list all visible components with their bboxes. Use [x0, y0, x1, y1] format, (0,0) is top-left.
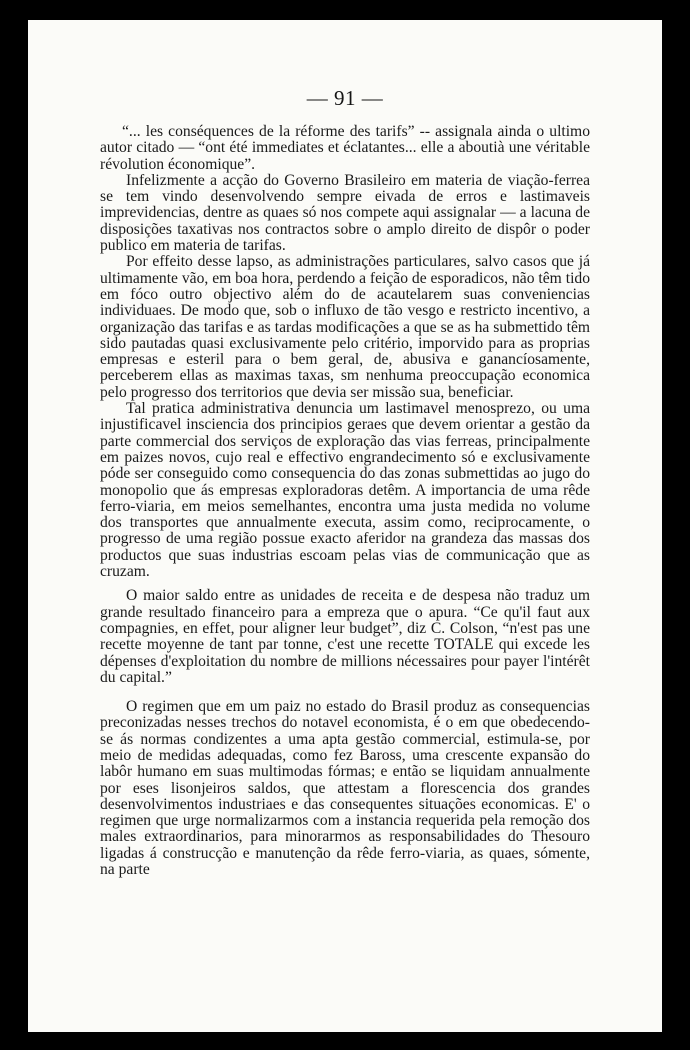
document-page: [28, 20, 662, 1032]
paragraph-administracoes-particulares: Por effeito desse lapso, as administrações particulares, salvo casos que já ultimamente vão, em boa hora, perdendo a feição de esporadicos, não têm tido em fóco outro objectivo além do de acautelarem suas conveniencias individuaes. De modo que, sob o influxo de tão vesgo e restricto incentivo, a organização das tarifas e as tardas modificações a que se as ha submettido têm sido pautadas quasi exclusivamente pelo critério, imporvido para as proprias empresas e esteril para o bem geral, de, abusiva e ganancíosamente, perceberem ellas as maximas taxas, sm nenhuma preoccupação economica pelo progresso dos territorios que devia ser missão sua, beneficiar.: [100, 253, 590, 401]
page-number: — 91 —: [306, 86, 384, 110]
paragraph-quote-reforme: “... les conséquences de la réforme des tarifs” -- assignala ainda o ultimo autor citado — “ont été immediates et éclatantes... elle a aboutià une véritable révolution économique”.: [100, 123, 590, 173]
paragraph-regimen: O regimen que em um paiz no estado do Brasil produz as consequencias preconizadas nesses trechos do notavel economista, é o em que obedecendo-se ás normas condizentes a uma apta gestão commercial, estimula-se, por meio de medidas adequadas, como fez Baross, uma crescente expansão do labôr humano em suas multimodas fórmas; e então se liquidam annualmente por eses lisonjeiros saldos, que attestam a florescencia dos grandes desenvolvimentos industriaes e das consequentes situações economicas. E' o regimen que urge normalizarmos com a instancia requerida pela remoção dos males extraordinarios, para minorarmos as responsabilidades do Thesouro ligadas á construcção e manutenção da rêde ferro-viaria, as quaes, sómente, na parte: [100, 698, 590, 879]
paragraph-governo-brasileiro: Infelizmente a acção do Governo Brasileiro em materia de viação-ferrea se tem vindo desenvolvendo sempre eivada de erros e lastimaveis imprevidencias, dentre as quaes só nos compete aqui assignalar — a lacuna de disposições taxativas nos contractos sobre o amplo direito de dispôr o poder publico em materia de tarifas.: [100, 171, 590, 255]
paragraph-pratica-administrativa: Tal pratica administrativa denuncia um lastimavel menosprezo, ou uma injustificavel insciencia dos principios geraes que devem orientar a gestão da parte commercial dos serviços de exploração das vias ferreas, principalmente em paizes novos, cujo real e effectivo engrandecimento só e exclusivamente póde ser conseguido como consequencia do das zonas submettidas ao jugo do monopolio que ás empresas exploradoras detêm. A importancia de uma rêde ferro-viaria, em meios semelhantes, encontra uma justa medida no volume dos transportes que annualmente executa, assim como, reciprocamente, o progresso de uma região possue exacto aferidor na grandeza das massas dos productos que suas industrias escoam pelas vias de communicação que as cruzam.: [100, 400, 590, 581]
paragraph-maior-saldo: O maior saldo entre as unidades de receita e de despesa não traduz um grande resultado financeiro para a empreza que o apura. “Ce qu'il faut aux compagnies, en effet, pour aligner leur budget”, diz C. Colson, “n'est pas une recette moyenne de tant par tonne, c'est une recette TOTALE qui excede les dépenses d'exploitation du nombre de millions nécessaires pour payer l'intérêt du capital.”: [100, 587, 590, 686]
body-text: [100, 124, 590, 878]
